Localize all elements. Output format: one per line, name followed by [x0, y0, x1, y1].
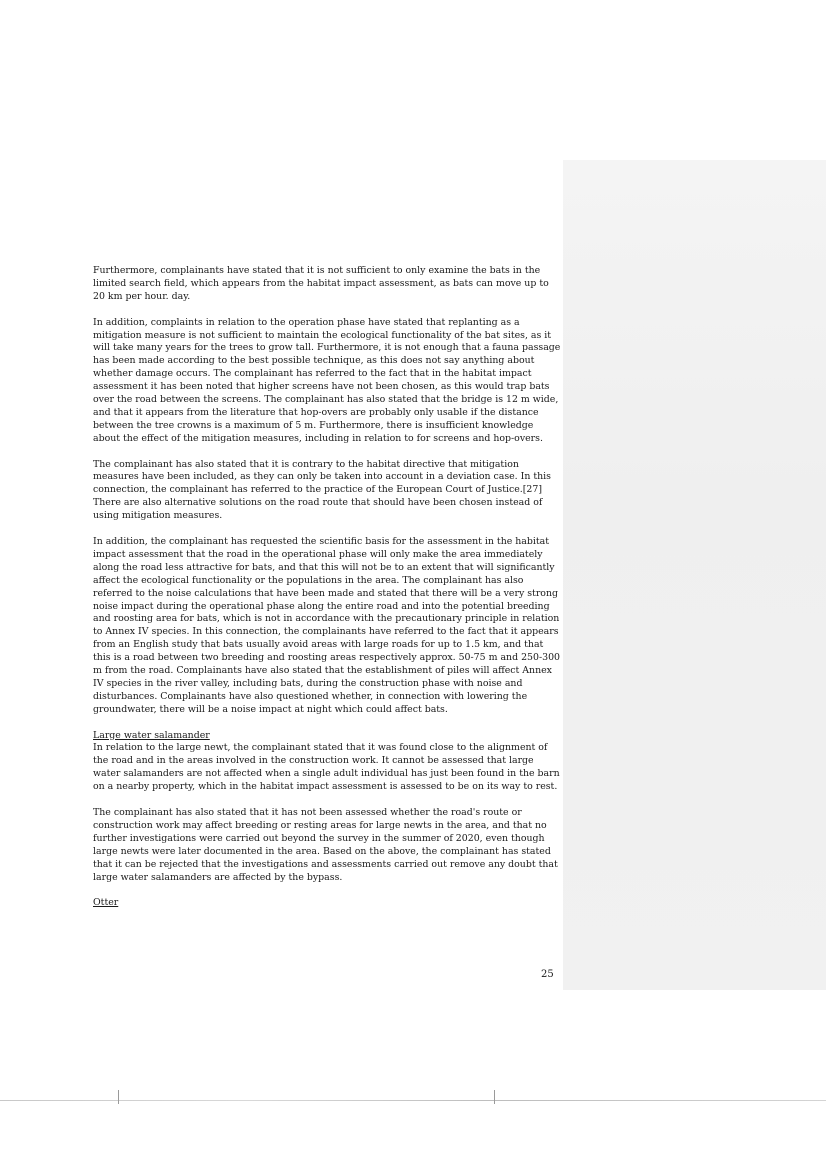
section-heading-salamander: Large water salamander: [93, 729, 210, 741]
page-number: 25: [541, 969, 554, 980]
paragraph-large-newt: In relation to the large newt, the complainant stated that it was found close to the alignment of the road and in the areas involved in the construction work. It cannot be assessed that large water salamanders are not affected when a single adult individual has just been found in the barn on a nearby property, which in the habitat impact assessment is assessed to be on its way to rest.: [93, 742, 560, 793]
paragraph-noise-impact: In addition, the complainant has requested the scientific basis for the assessment in the habitat impact assessment that the road in the operational phase will only make the area immediately along the road less attractive for bats, and that this will not be to an extent that will significantly affect the ecological functionality or the populations in the area. The complainant has also referred to the noise calculations that have been made and stated that there will be a very strong noise impact during the operational phase along the entire road and into the potential breeding and roosting area for bats, which is not in accordance with the precautionary principle in relation to Annex IV species. In this connection, the complainants have referred to the fact that it appears from an English study that bats usually avoid areas with large roads for up to 1.5 km, and that this is a road between two breeding and roosting areas respectively approx. 50-75 m and 250-300 m from the road. Complainants have also stated that the establishment of piles will affect Annex IV species in the river valley, including bats, during the construction phase with noise and disturbances. Complainants have also questioned whether, in connection with lowering the groundwater, there will be a noise impact at night which could affect bats.: [93, 535, 561, 715]
section-heading-otter: Otter: [93, 897, 119, 909]
scan-artifact-mark-left: [118, 1090, 119, 1104]
page-content: [93, 265, 563, 910]
scan-shading: [563, 160, 826, 990]
scan-artifact-mark-right: [494, 1090, 495, 1104]
paragraph-habitat-directive: The complainant has also stated that it is contrary to the habitat directive that mitigation measures have been included, as they can only be taken into account in a deviation case. In this connection, the complainant has referred to the practice of the European Court of Justice.[27] There are also alternative solutions on the road route that should have been chosen instead of using mitigation measures.: [93, 458, 551, 522]
paragraph-bat-search-field: Furthermore, complainants have stated that it is not sufficient to only examine the bats in the limited search field, which appears from the habitat impact assessment, as bats can move up to 20 km per hour. day.: [93, 265, 549, 302]
scan-artifact-line: [0, 1100, 826, 1101]
paragraph-operation-phase: In addition, complaints in relation to the operation phase have stated that replanting as a mitigation measure is not sufficient to maintain the ecological functionality of the bat sites, as it will take many years for the trees to grow tall. Furthermore, it is not enough that a fauna passage has been made according to the best possible technique, as this does not say anything about whether damage occurs. The complainant has referred to the fact that in the habitat impact assessment it has been noted that higher screens have not been chosen, as this would trap bats over the road between the screens. The complainant has also stated that the bridge is 12 m wide, and that it appears from the literature that hop-overs are probably only usable if the distance between the tree crowns is a maximum of 5 m. Furthermore, there is insufficient knowledge about the effect of the mitigation measures, including in relation to for screens and hop-overs.: [93, 316, 561, 444]
paragraph-newt-breeding: The complainant has also stated that it has not been assessed whether the road's route or construction work may affect breeding or resting areas for large newts in the area, and that no further investigations were carried out beyond the survey in the summer of 2020, even though large newts were later documented in the area. Based on the above, the complainant has stated that it can be rejected that the investigations and assessments carried out remove any doubt that large water salamanders are affected by the bypass.: [93, 806, 558, 883]
